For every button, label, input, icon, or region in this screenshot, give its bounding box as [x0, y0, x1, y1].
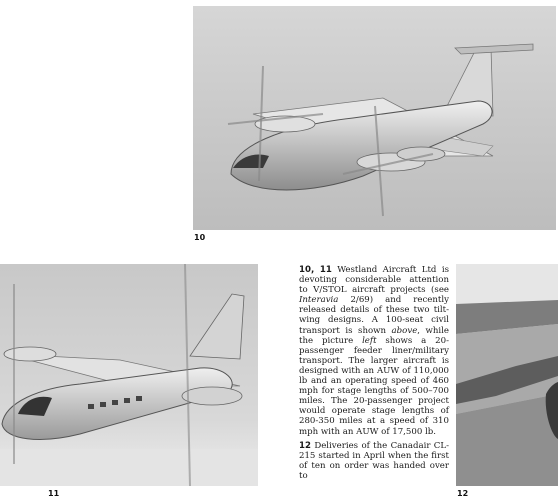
caption-text: shows a 20-passenger feeder liner/military transport. The larger aircraft is designed with an AUW of 110,000 lb and an operating speed of 460 mph for stage lengths of 500–700 miles. The 20-passenger project would operate stage lengths of 280-350 miles at a speed of 310 mph with an AUW of 17,500 lb.	[299, 335, 449, 437]
caption-italic-interavia: Interavia	[299, 295, 339, 306]
canadair-cl215-photo	[456, 264, 558, 486]
figure-11-label: 11	[48, 489, 60, 498]
caption-figure-number: 12	[299, 440, 311, 451]
tilt-wing-feederliner-illustration	[0, 264, 258, 486]
figure-12-label: 12	[457, 489, 469, 498]
caption-italic-left: left	[362, 335, 377, 346]
caption-paragraph-12	[299, 441, 449, 481]
tilt-wing-transport-illustration	[193, 6, 556, 230]
caption-italic-above: above	[391, 325, 418, 336]
figure-12-photo	[456, 264, 558, 486]
caption-column	[299, 265, 449, 481]
caption-figure-number: 10, 11	[299, 265, 332, 275]
figure-11-photo	[0, 264, 258, 486]
figure-10-photo	[193, 6, 556, 230]
caption-paragraph-10-11	[299, 265, 449, 437]
caption-text: , while the picture	[299, 325, 450, 346]
caption-text: 2/69) and recently released details of these two tilt-wing designs. A 100-seat civil transport is shown	[299, 295, 449, 336]
caption-text: Westland Aircraft Ltd is devoting considerable attention to V/STOL aircraft projects (see	[299, 265, 449, 296]
figure-10-label: 10	[194, 233, 206, 242]
caption-text: Deliveries of the Canadair CL-215 started in April when the first of ten on order was handed over to	[299, 440, 449, 481]
